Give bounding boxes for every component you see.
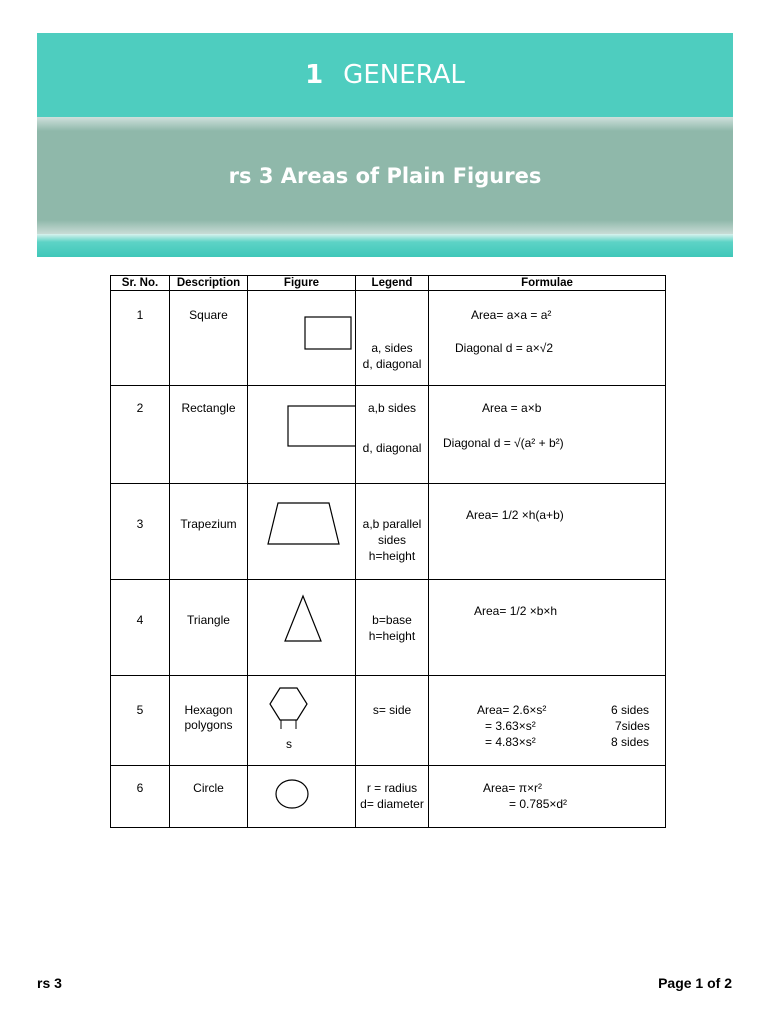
row-number: 1	[136, 308, 144, 322]
legend-line: h=height	[368, 549, 416, 563]
chapter-number: 1	[305, 60, 324, 90]
row-description: Square	[189, 308, 228, 322]
footer-section-label: rs 3	[37, 975, 62, 991]
legend-line: a,b sides	[367, 401, 417, 415]
formula-circle-area-r: Area= π×r²	[483, 781, 542, 795]
header-legend: Legend	[356, 276, 429, 291]
row-description: Triangle	[187, 613, 230, 627]
row-number: 4	[136, 613, 144, 627]
table-row	[111, 386, 666, 484]
table-row	[111, 580, 666, 676]
trapezium-figure	[248, 484, 356, 580]
legend-line: a, sides	[371, 341, 413, 355]
circle-figure	[248, 766, 356, 828]
row-number: 6	[136, 781, 144, 795]
legend-line: s= side	[372, 703, 412, 717]
triangle-figure	[248, 580, 356, 676]
formula-square-diagonal: Diagonal d = a×√2	[455, 341, 553, 355]
formula-rectangle-area: Area = a×b	[482, 401, 542, 415]
header-formulae: Formulae	[429, 276, 666, 291]
chapter-title: GENERAL	[343, 60, 465, 90]
formula-circle-area-d: = 0.785×d²	[509, 797, 568, 811]
legend-line: d, diagonal	[362, 357, 422, 371]
row-number: 2	[136, 401, 144, 415]
header-sr-no: Sr. No.	[111, 276, 170, 291]
legend-line: d, diagonal	[362, 441, 422, 455]
figure-side-label: s	[286, 737, 292, 751]
table-row	[111, 291, 666, 386]
formula-polygon-area-6: Area= 2.6×s²	[477, 703, 547, 717]
table-row	[111, 484, 666, 580]
legend-line: h=height	[368, 629, 416, 643]
rectangle-figure	[248, 386, 356, 484]
row-description: Circle	[193, 781, 224, 795]
polygon-sides-7: 7sides	[615, 719, 650, 733]
table-row	[111, 676, 666, 766]
row-description: Rectangle	[181, 401, 236, 415]
formula-square-area: Area= a×a = a²	[471, 308, 552, 322]
header-figure: Figure	[248, 276, 356, 291]
row-number: 5	[136, 703, 144, 717]
hexagon-figure	[248, 676, 356, 766]
row-description: Trapezium	[180, 517, 237, 531]
chapter-banner	[37, 33, 733, 117]
formula-triangle-area: Area= 1/2 ×b×h	[474, 604, 558, 618]
legend-line: d= diameter	[360, 797, 424, 811]
row-description: Hexagon polygons	[184, 703, 233, 732]
formula-trapezium-area: Area= 1/2 ×h(a+b)	[466, 508, 564, 522]
row-number: 3	[136, 517, 144, 531]
section-title: rs 3 Areas of Plain Figures	[228, 163, 542, 188]
legend-line: r = radius	[366, 781, 418, 795]
formula-rectangle-diagonal: Diagonal d = √(a² + b²)	[443, 436, 564, 450]
legend-line: a,b parallel	[362, 517, 422, 531]
table-header-row	[111, 276, 666, 291]
areas-table	[110, 275, 666, 828]
footer-page-number: Page 1 of 2	[658, 975, 732, 991]
formula-polygon-area-8: = 4.83×s²	[485, 735, 536, 749]
polygon-sides-6: 6 sides	[611, 703, 650, 717]
header-description: Description	[170, 276, 248, 291]
legend-line: b=base	[372, 613, 412, 627]
formula-polygon-area-7: = 3.63×s²	[485, 719, 536, 733]
banner-divider	[37, 234, 733, 257]
legend-line: sides	[377, 533, 406, 547]
square-figure	[248, 291, 356, 386]
table-row	[111, 766, 666, 828]
section-banner	[37, 117, 733, 234]
polygon-sides-8: 8 sides	[611, 735, 650, 749]
